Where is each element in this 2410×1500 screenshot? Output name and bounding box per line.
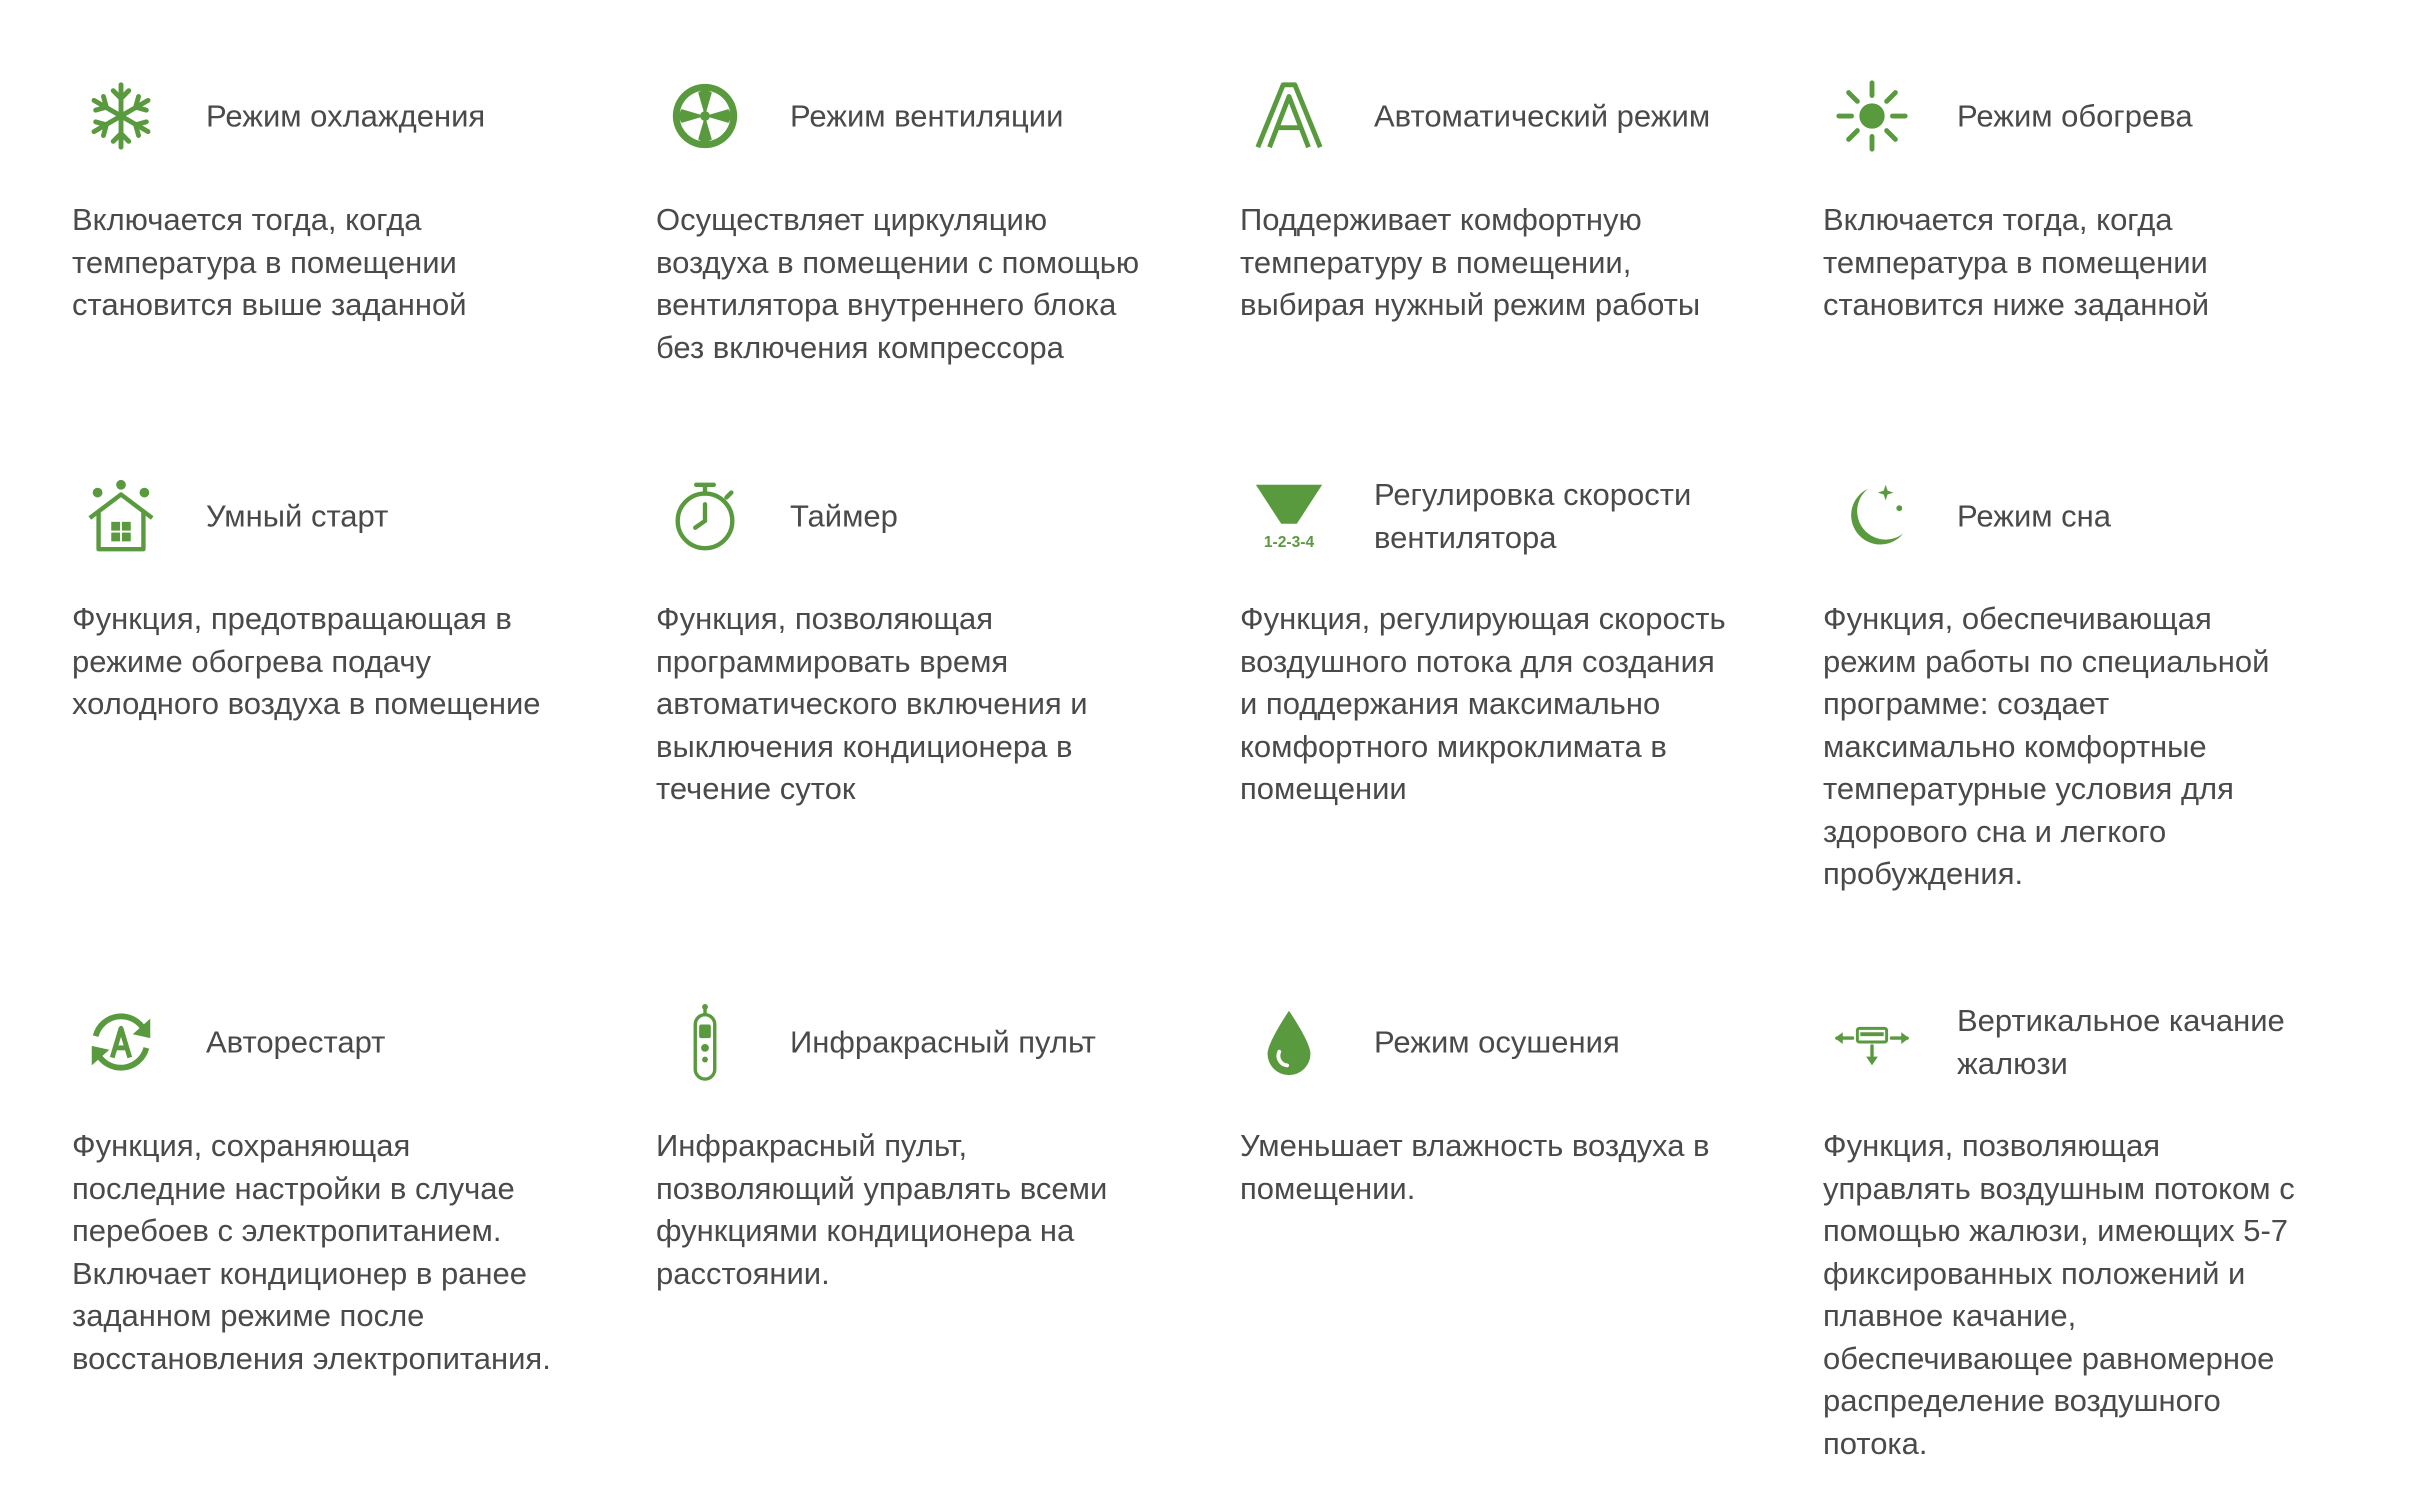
feature-header [72, 475, 612, 565]
smart-house-icon [80, 475, 162, 557]
feature-title: Инфракрасный пульт [790, 1024, 1096, 1060]
feature-description: Включается тогда, когда температура в помещении становится выше заданной [72, 202, 467, 322]
feature-header [656, 475, 1196, 565]
feature-header [1240, 1001, 1780, 1091]
louver-swing-icon [1831, 1001, 1913, 1083]
feature-title: Режим осушения [1374, 1024, 1620, 1060]
feature-header [1823, 1001, 2363, 1091]
stopwatch-icon [664, 475, 746, 557]
feature-title: Таймер [790, 498, 898, 534]
feature-header [1823, 75, 2363, 165]
sun-icon [1831, 75, 1913, 157]
feature-header [656, 1001, 1196, 1091]
feature-description: Осуществляет циркуляцию воздуха в помещении с помощью вентилятора внутреннего блока без включения компрессора [656, 202, 1140, 365]
feature-header [72, 1001, 612, 1091]
feature-title: Режим охлаждения [206, 98, 486, 134]
feature-title: Вертикальное качание жалюзи [1957, 1003, 2285, 1081]
feature-header [656, 75, 1196, 165]
feature-title: Режим вентиляции [790, 98, 1064, 134]
auto-restart-icon [80, 1001, 162, 1083]
feature-description: Функция, регулирующая скорость воздушного потока для создания и поддержания максимально комфортного микроклимата в помещении [1240, 601, 1726, 806]
feature-title: Умный старт [206, 498, 389, 534]
feature-title: Режим обогрева [1957, 98, 2193, 134]
feature-title: Регулировка скорости вентилятора [1374, 477, 1692, 555]
feature-description: Уменьшает влажность воздуха в помещении. [1240, 1128, 1710, 1206]
feature-description: Инфракрасный пульт, позволяющий управлять всеми функциями кондиционера на расстоянии. [656, 1128, 1108, 1291]
feature-header [1240, 475, 1780, 565]
snowflake-icon [80, 75, 162, 157]
feature-title: Авторестарт [206, 1024, 386, 1060]
feature-title: Режим сна [1957, 498, 2112, 534]
feature-description: Функция, позволяющая программировать время автоматического включения и выключения кондиционера в течение суток [656, 601, 1088, 806]
feature-description: Включается тогда, когда температура в помещении становится ниже заданной [1823, 202, 2210, 322]
fan-speed-icon-label: 1-2-3-4 [1263, 534, 1315, 552]
feature-description: Функция, сохраняющая последние настройки в случае перебоев с электропитанием. Включает кондиционер в ранее заданном режиме после восстановления электропитания. [72, 1128, 551, 1376]
feature-header [1823, 475, 2363, 565]
feature-header [1240, 75, 1780, 165]
feature-description: Функция, обеспечивающая режим работы по специальной программе: создает максимально комфортные температурные условия для здорового сна и легкого пробуждения. [1823, 601, 2270, 891]
feature-title: Автоматический режим [1374, 98, 1711, 134]
water-drop-icon [1248, 1001, 1330, 1083]
feature-header [72, 75, 612, 165]
feature-description: Поддерживает комфортную температуру в помещении, выбирая нужный режим работы [1240, 202, 1701, 322]
moon-icon [1831, 475, 1913, 557]
feature-description: Функция, позволяющая управлять воздушным потоком с помощью жалюзи, имеющих 5-7 фиксированных положений и плавное качание, обеспечивающее равномерное распределение воздушного потока. [1823, 1128, 2295, 1461]
feature-description: Функция, предотвращающая в режиме обогрева подачу холодного воздуха в помещение [72, 601, 541, 721]
auto-mode-icon [1248, 75, 1330, 157]
remote-control-icon [664, 1001, 746, 1083]
fan-icon [664, 75, 746, 157]
fan-speed-icon [1248, 475, 1330, 557]
